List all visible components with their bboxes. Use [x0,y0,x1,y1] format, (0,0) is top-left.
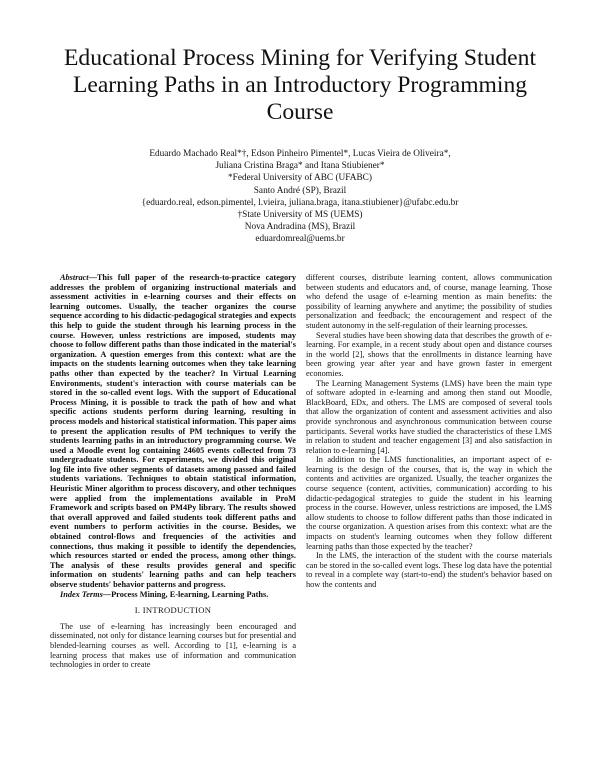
title-line-1: Educational Process Mining for Verifying Student [63,45,537,71]
affiliation-2-email: eduardomreal@uems.br [255,234,345,245]
abstract-text: —This full paper of the research-to-practice category addresses the problem of organizing instructional materials and assessment activities in e-learning courses and their effects on learning outcomes. Usually, the teacher organizes the course sequence according to his didactic-pedagogical strategies and expects this help to guide the student through his learning process in the course. However, unless restrictions are imposed, students may choose to follow different paths than those indicated in the material's organization. A question emerges from this context: what are the impacts on the students learning outcomes when they take learning paths other than expected by the teacher? In Virtual Learning Environments, student's interaction with course materials can be stored in the so-called event logs. With the support of Educational Process Mining, it is possible to track the path of how and what specific actions students perform during learning, resulting in process models and historical statistical information. This paper aims to present the application results of PM techniques to verify the students learning paths in an introductory programming course. We used a Moodle event log containing 24605 events collected from 73 undergraduate students. For experiments, we divided this original log file into five other segments of datasets among passed and failed students variations. Techniques to obtain statistical information, Heuristic Miner algorithm to process discovery, and other techniques were applied from the implementations available in ProM Framework and scripts based on PM4Py library. The results showed that overall approved and failed students took different paths and event numbers to perform activities in the course. Besides, we obtained control-flows and frequencies of the activities and connections, thus making it possible to identify the dependencies, which resources started or ended the process, among other things. The analysis of these results provides general and specific information on students' learning paths and can help teachers observe students' behavior patterns and progress. [50,273,296,589]
abstract [50,273,296,599]
title-line-3: Course [266,99,334,125]
affiliation-1: *Federal University of ABC (UFABC) [228,173,372,184]
left-column [50,273,296,670]
affiliation-1-email: {eduardo.real, edson.pimentel, l.vieira, juliana.braga, itana.stiubiener}@ufabc.edu.br [141,197,459,208]
affiliation-1-city: Santo André (SP), Brazil [253,185,347,196]
index-terms-text: —Process Mining, E-learning, Learning Paths. [102,589,269,599]
affiliation-2-city: Nova Andradina (MS), Brazil [244,222,356,233]
intro-paragraph-1: The use of e-learning has increasingly been encouraged and disseminated, not only for distance learning courses but for presential and blended-learning courses as well. According to [1], e-learning is a learning process that makes use of information and communication technologies in order to create [50,621,296,670]
title-line-2: Learning Paths in an Introductory Programming [72,72,528,98]
affiliation-2: †State University of MS (UEMS) [237,210,363,221]
section-heading-introduction: I. INTRODUCTION [134,605,212,616]
author-block [60,148,540,246]
index-terms-label: Index Terms [60,589,103,599]
right-paragraph-3: The Learning Management Systems (LMS) have been the main type of software adopted in e-learning and among then stand out Moodle, BlackBoard, EDx, and others. The LMS are composed of several tools that allow the organization of content and assessment activities and also provide synchronous and asynchronous communication between course participants. Several works have studied the characteristics of these LMS in relation to student and teacher engagement [3] and also satisfaction in relation to e-learning [4]. [306,378,552,455]
right-column [306,273,552,590]
right-paragraph-2: Several studies have been showing data that describes the growth of e-learning. For example, in a recent study about open and distance courses in the world [2], shows that the enrollments in distance learning have been growing year after year and have grown faster in emergent economies. [306,330,552,378]
right-paragraph-4: In addition to the LMS functionalities, an important aspect of e-learning is the design of the courses, that is, the way in which the contents and activities are organized. Usually, the teacher organizes the course sequence (content, activities, communication) according to his didactic-pedagogical strategies to guide the student in his learning process in the course. However, unless restrictions are imposed, the LMS allow students to choose to follow different paths than those indicated in the course organization. A question arises from this context: what are the impacts on student's learning outcomes when they follow different learning paths than those expected by the teacher? [306,455,552,551]
paper-title [40,45,560,126]
author-names-line-1: Eduardo Machado Real*†, Edson Pinheiro Pimentel*, Lucas Vieira de Oliveira*, [149,149,451,159]
right-paragraph-1: different courses, distribute learning content, allows communication between students and educators and, of course, manage learning. Those who defend the usage of e-learning mention as main benefits: the possibility of learning anywhere and anytime; the possibility of studies personalization and feedback; the encouragement and respect of the student autonomy in the self-regulation of their learning processes. [306,273,552,330]
abstract-label: Abstract [60,273,89,282]
author-names-line-2: Juliana Cristina Braga* and Itana Stiubiener* [215,161,385,172]
right-paragraph-5: In the LMS, the interaction of the student with the course materials can be stored in the so-called event logs. These log data have the potential to reveal in a complete way (start-to-end) the student's behavior based on how the contents and [306,551,552,589]
